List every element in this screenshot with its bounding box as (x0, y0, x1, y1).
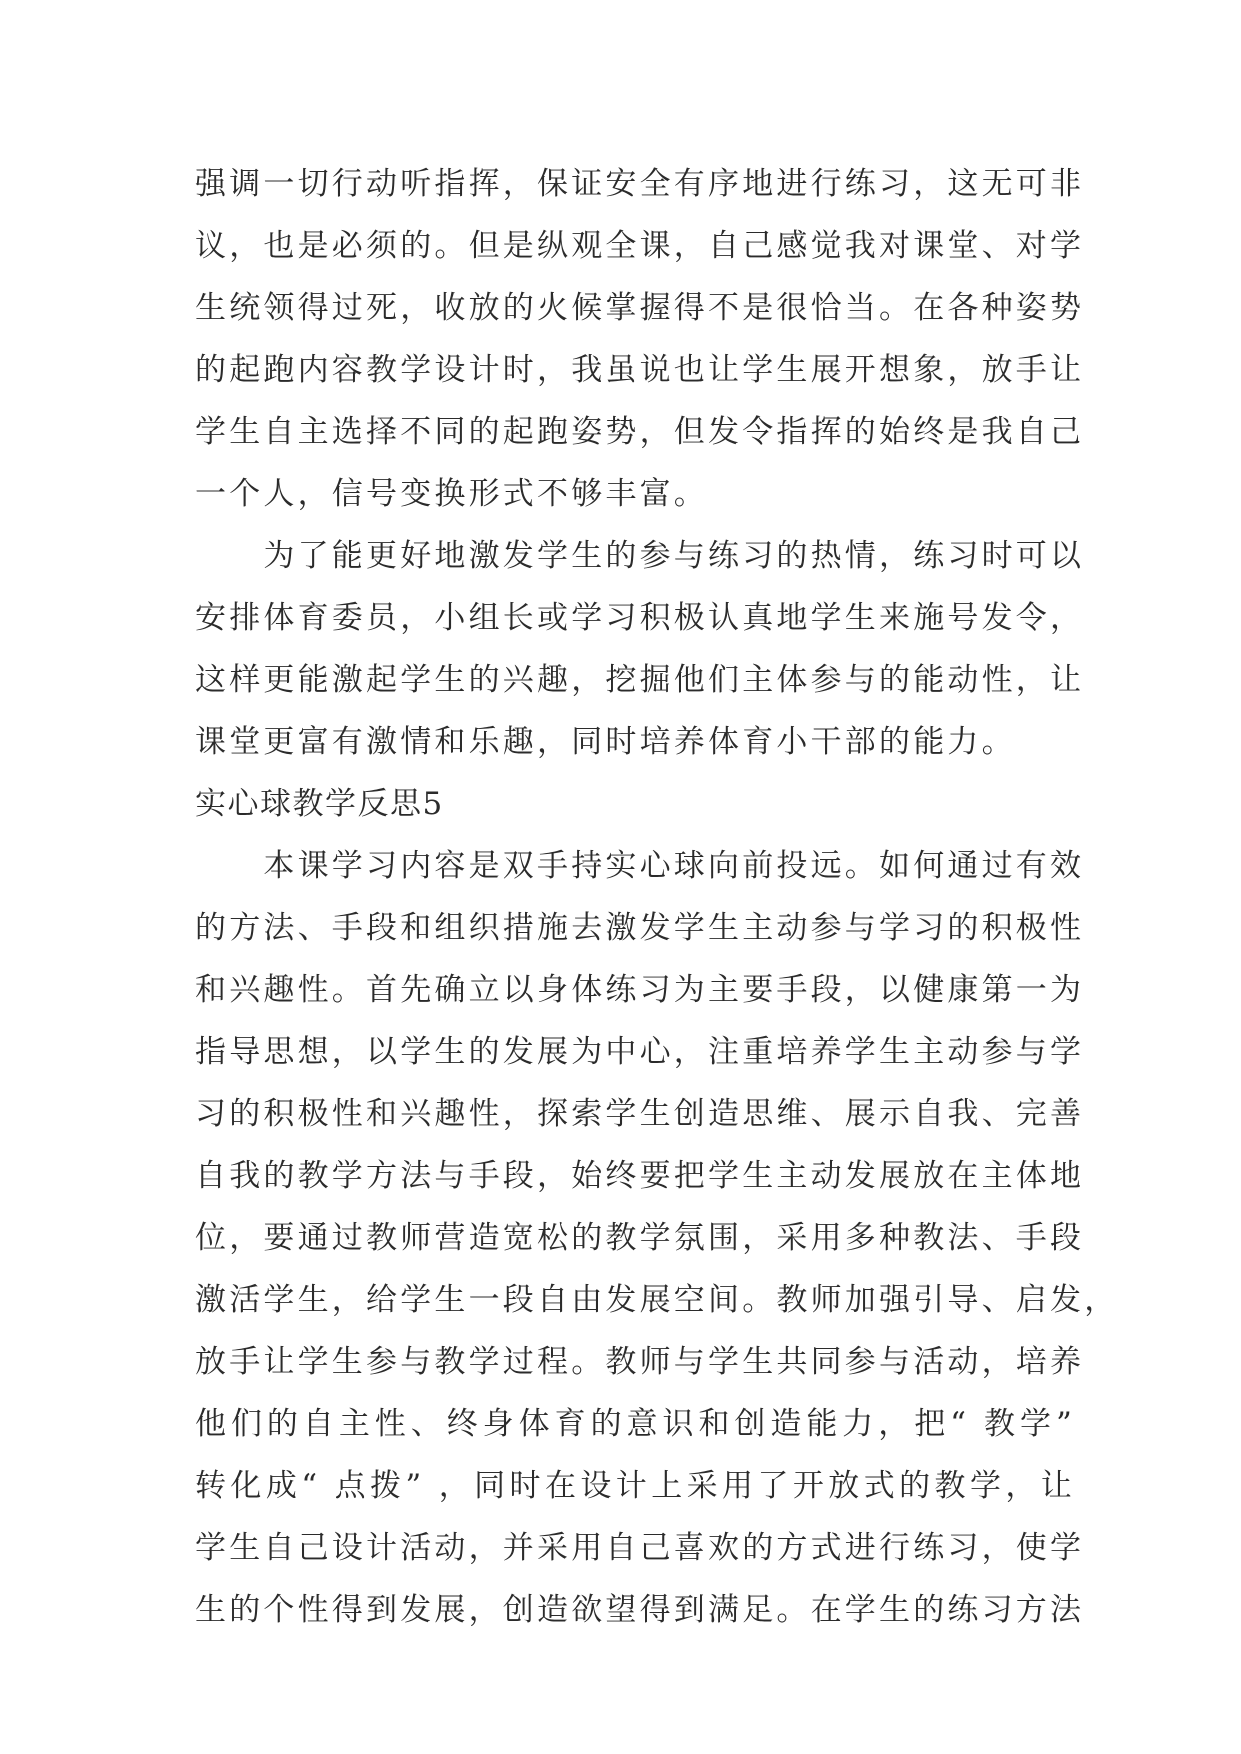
text-line-13: 的方法、手段和组织措施去激发学生主动参与学习的积极性 (195, 910, 1085, 946)
text-line-12: 本课学习内容是双手持实心球向前投远。如何通过有效 (195, 848, 1085, 884)
text-line-19: 激活学生，给学生一段自由发展空间。教师加强引导、启发， (195, 1282, 1119, 1318)
text-line-15: 指导思想，以学生的发展为中心，注重培养学生主动参与学 (195, 1034, 1085, 1070)
text-line-14: 和兴趣性。首先确立以身体练习为主要手段，以健康第一为 (195, 972, 1085, 1008)
text-line-5: 学生自主选择不同的起跑姿势，但发令指挥的始终是我自己 (195, 414, 1085, 450)
text-line-6: 一个人，信号变换形式不够丰富。 (195, 476, 708, 512)
text-line-20: 放手让学生参与教学过程。教师与学生共同参与活动，培养 (195, 1344, 1085, 1380)
text-line-4: 的起跑内容教学设计时，我虽说也让学生展开想象，放手让 (195, 352, 1085, 388)
section-heading: 实心球教学反思5 (195, 786, 444, 822)
text-line-9: 这样更能激起学生的兴趣，挖掘他们主体参与的能动性，让 (195, 662, 1085, 698)
text-line-7: 为了能更好地激发学生的参与练习的热情，练习时可以 (195, 538, 1085, 574)
text-line-10: 课堂更富有激情和乐趣，同时培养体育小干部的能力。 (195, 724, 1016, 760)
text-line-2: 议，也是必须的。但是纵观全课，自己感觉我对课堂、对学 (195, 228, 1085, 264)
text-line-1: 强调一切行动听指挥，保证安全有序地进行练习，这无可非 (195, 166, 1085, 202)
text-line-3: 生统领得过死，收放的火候掌握得不是很恰当。在各种姿势 (195, 290, 1085, 326)
text-line-24: 生的个性得到发展，创造欲望得到满足。在学生的练习方法 (195, 1592, 1085, 1628)
text-line-16: 习的积极性和兴趣性，探索学生创造思维、展示自我、完善 (195, 1096, 1085, 1132)
text-line-21: 他们的自主性、终身体育的意识和创造能力，把“ 教学” (195, 1406, 1075, 1442)
text-line-8: 安排体育委员，小组长或学习积极认真地学生来施号发令， (195, 600, 1085, 636)
text-line-18: 位，要通过教师营造宽松的教学氛围，采用多种教法、手段 (195, 1220, 1085, 1256)
text-line-23: 学生自己设计活动，并采用自己喜欢的方式进行练习，使学 (195, 1530, 1085, 1566)
text-line-22: 转化成“ 点拨” ，同时在设计上采用了开放式的教学，让 (195, 1468, 1075, 1504)
text-line-17: 自我的教学方法与手段，始终要把学生主动发展放在主体地 (195, 1158, 1085, 1194)
